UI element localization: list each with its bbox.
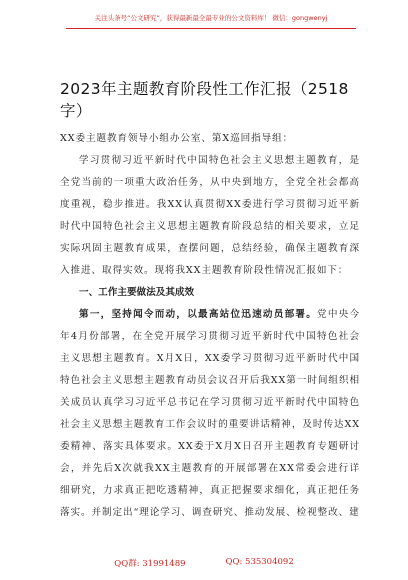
salutation: XX委主题教育领导小组办公室、第X巡回指导组：: [60, 133, 294, 144]
header-banner: 关注头条号“公文研究”，获得最新最全最专业的公文资料库！ 微信：gongwenyj: [66, 6, 356, 29]
intro-paragraph: 学习贯彻习近平新时代中国特色社会主义思想主题教育，是全党当前的一项重大政治任务，从中央到地方，全党全社会都高度重视，稳步推进。我XX认真贯彻XX委进行学习贯彻习近平新时代中国特色社会主义思想主题教育阶段总结的相关要求，立足实际巩固主题教育成果，查摆问题，总结经验，确保主题教育深入推进、取得实效。现将我XX主题教育阶段性情况汇报如下：: [60, 155, 360, 276]
subsection-body: 党中央今年4月份部署，在全党开展学习贯彻习近平新时代中国特色社会主义思想主题教育。X月X日，XX委学习贯彻习近平新时代中国特色社会主义思想主题教育动员会议召开后我XX第一时间组织相关成员认真学习习近平总书记在学习贯彻习近平新时代中国特色社会主义思想主题教育工作会议时的重要讲话精神，及时传达XX委精神、落实具体要求。XX委于X月X日召开主题教育专题研讨会，并先后X次就我XX主题教育的开展部署在XX常委会进行详细研究，力求真正把吃透精神，真正把握要求细化，真正把任务落实。并制定出“理论学习、调查研究、推动发展、检视整改、建: [60, 309, 360, 518]
document-title: 2023年主题教育阶段性工作汇报（2518字）: [60, 80, 349, 120]
footer: [0, 557, 408, 569]
document-body: [60, 28, 360, 524]
subsection-lead: 第一，坚持闻令而动，以最高站位迅速动员部署。: [79, 309, 318, 320]
footer-qq: QQ: 535304092: [225, 557, 294, 567]
subsection-paragraph: [60, 304, 360, 524]
section-heading: 一、工作主要做法及其成效: [79, 287, 195, 298]
footer-qq-group: QQ群: 31991489: [114, 559, 186, 569]
